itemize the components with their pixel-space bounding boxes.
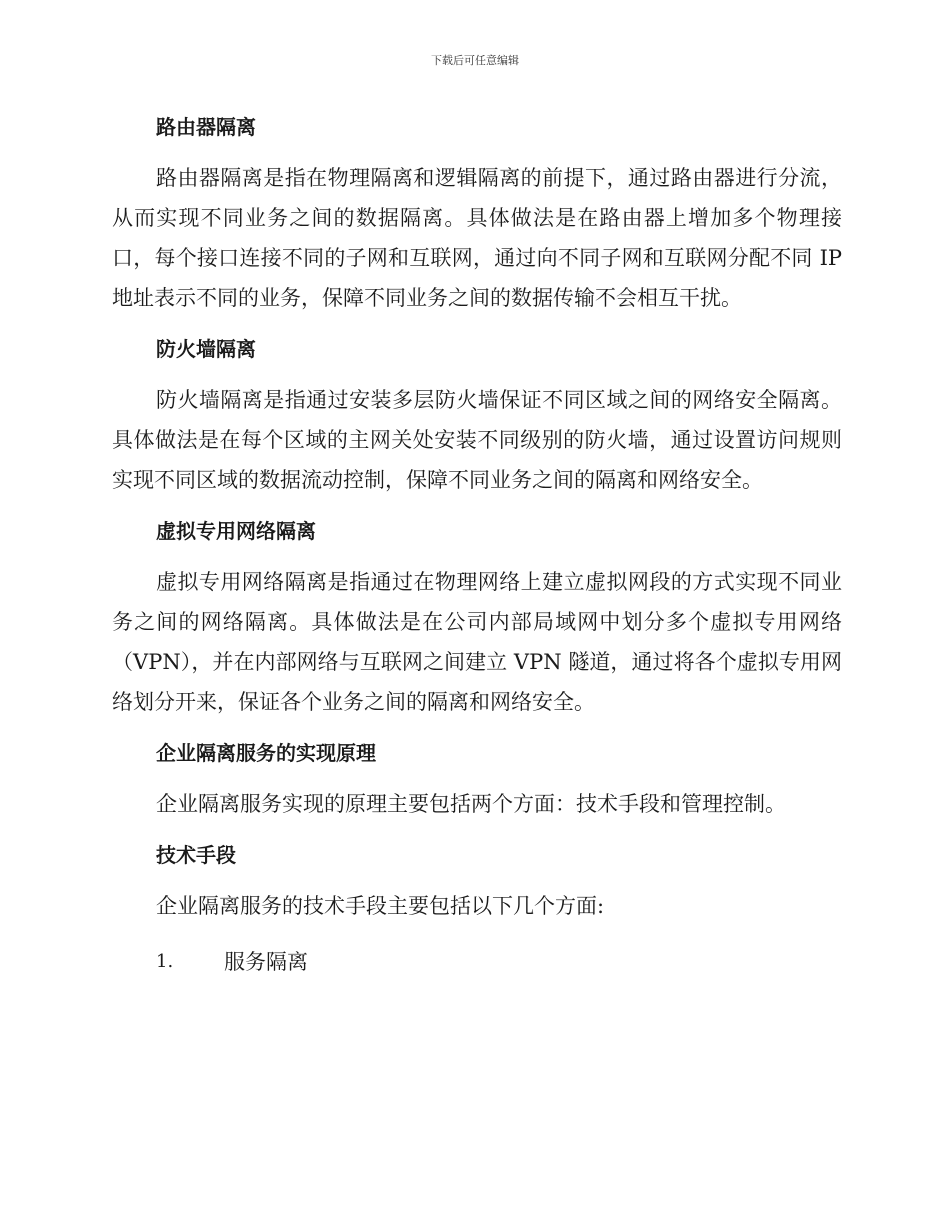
list-text: 服务隔离 <box>224 950 308 974</box>
page-header: 下载后可任意编辑 <box>431 54 519 67</box>
section-paragraph: 虚拟专用网络隔离是指通过在物理网络上建立虚拟网段的方式实现不同业务之间的网络隔离。具体做法是在公司内部局域网中划分多个虚拟专用网络（VPN），并在内部网络与互联网之间建立 VPN 隧道，通过将各个虚拟专用网络划分开来，保证各个业务之间的隔离和网络安全。 <box>112 570 842 714</box>
section-heading: 防火墙隔离 <box>156 337 256 361</box>
section-heading: 企业隔离服务的实现原理 <box>156 741 376 765</box>
section-paragraph: 企业隔离服务的技术手段主要包括以下几个方面: <box>156 894 605 918</box>
section-paragraph: 路由器隔离是指在物理隔离和逻辑隔离的前提下，通过路由器进行分流，从而实现不同业务之间的数据隔离。具体做法是在路由器上增加多个物理接口，每个接口连接不同的子网和互联网，通过向不同子网和互联网分配不同 IP 地址表示不同的业务，保障不同业务之间的数据传输不会相互干扰。 <box>112 166 842 310</box>
section-heading: 虚拟专用网络隔离 <box>156 519 316 543</box>
list-item <box>112 942 842 982</box>
list-number: 1. <box>156 951 174 972</box>
document-body <box>112 108 842 982</box>
section-paragraph: 企业隔离服务实现的原理主要包括两个方面：技术手段和管理控制。 <box>156 792 786 816</box>
section-heading: 路由器隔离 <box>156 115 256 139</box>
section-heading: 技术手段 <box>156 843 236 867</box>
section-paragraph: 防火墙隔离是指通过安装多层防火墙保证不同区域之间的网络安全隔离。具体做法是在每个区域的主网关处安装不同级别的防火墙，通过设置访问规则实现不同区域的数据流动控制，保障不同业务之间的隔离和网络安全。 <box>112 388 842 492</box>
